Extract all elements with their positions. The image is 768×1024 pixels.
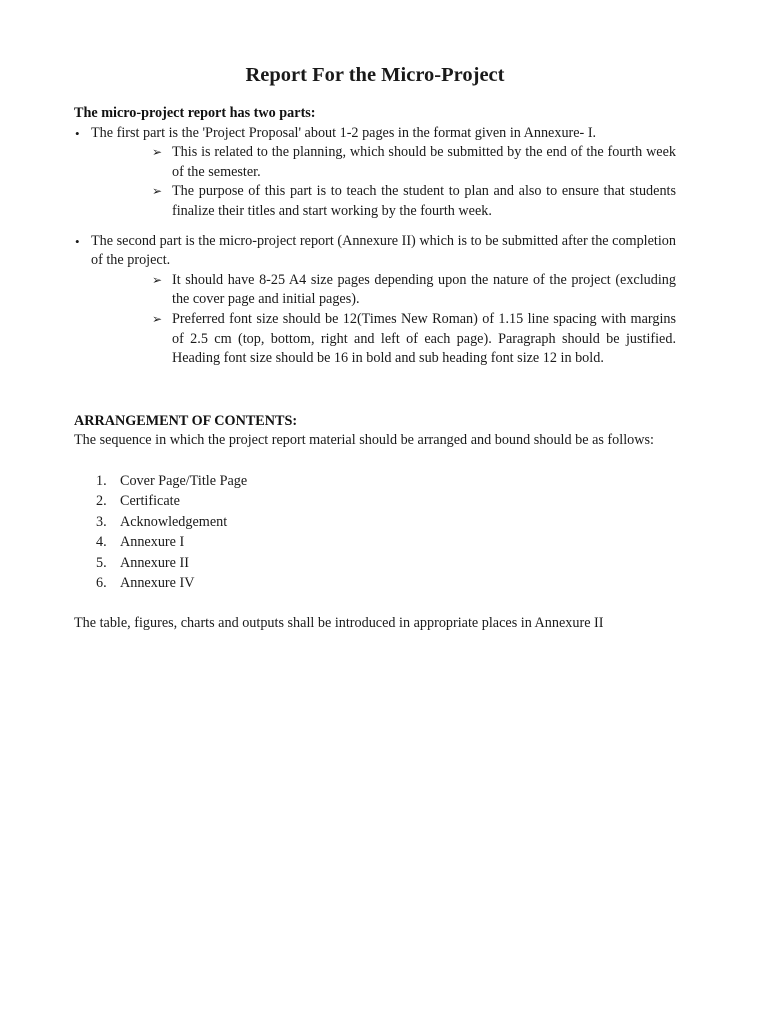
arrangement-text: The sequence in which the project report material should be arranged and bound should be as follows:: [74, 432, 654, 449]
part-text: The second part is the micro-project report (Annexure II) which is to be submitted after the completion of the project.: [91, 232, 676, 269]
document-page: [74, 62, 676, 634]
bullet-icon: •: [75, 233, 80, 249]
contents-item: [96, 471, 676, 492]
sub-point-text: It should have 8-25 A4 size pages depending upon the nature of the project (excluding the cover page and initial pages).: [172, 271, 676, 308]
contents-item-label: Annexure I: [120, 534, 185, 551]
contents-item-number: 1.: [96, 472, 107, 489]
contents-item-label: Annexure IV: [120, 575, 195, 592]
contents-item: [96, 573, 676, 594]
sub-point: [152, 310, 676, 369]
part-item: [74, 124, 676, 222]
arrow-bullet-icon: ➢: [152, 184, 163, 199]
parts-list: [74, 124, 676, 369]
closing-text: The table, figures, charts and outputs shall be introduced in appropriate places in Annexure II: [74, 614, 604, 631]
sub-points-list: [91, 271, 676, 369]
contents-item-number: 6.: [96, 575, 107, 592]
contents-item-number: 4.: [96, 534, 107, 551]
contents-item-number: 3.: [96, 513, 107, 530]
sub-point-text: The purpose of this part is to teach the student to plan and also to ensure that students finalize their titles and start working by the fourth week.: [172, 183, 676, 219]
contents-item-label: Certificate: [120, 493, 180, 510]
page-title: Report For the Micro-Project: [245, 64, 505, 86]
intro-heading: The micro-project report has two parts:: [74, 105, 316, 121]
sub-point-text: This is related to the planning, which should be submitted by the end of the fourth week of the semester.: [172, 144, 676, 180]
contents-item: [96, 532, 676, 553]
bullet-icon: •: [75, 125, 80, 141]
contents-item: [96, 491, 676, 512]
sub-point: [152, 271, 676, 310]
contents-item: [96, 553, 676, 574]
arrangement-heading: ARRANGEMENT OF CONTENTS:: [74, 412, 298, 429]
contents-item-label: Annexure II: [120, 554, 189, 571]
contents-item-number: 5.: [96, 554, 107, 571]
contents-item-label: Acknowledgement: [120, 513, 228, 530]
sub-point-text: Preferred font size should be 12(Times New Roman) of 1.15 line spacing with margins of 2.5 cm (top, bottom, right and left of each page). Paragraph should be justified. Heading font size should be 16 in bold and sub heading font size 12 in bold.: [172, 310, 676, 367]
part-text: The first part is the 'Project Proposal' about 1-2 pages in the format given in Annexure- I.: [91, 124, 597, 141]
contents-item-label: Cover Page/Title Page: [120, 472, 248, 489]
sub-points-list: [91, 143, 676, 221]
sub-point: [152, 182, 676, 221]
arrow-bullet-icon: ➢: [152, 272, 163, 287]
arrow-bullet-icon: ➢: [152, 311, 163, 326]
part-item: [74, 232, 676, 369]
contents-item: [96, 512, 676, 533]
arrow-bullet-icon: ➢: [152, 145, 163, 160]
contents-list: [74, 471, 676, 594]
sub-point: [152, 143, 676, 182]
contents-item-number: 2.: [96, 493, 107, 510]
